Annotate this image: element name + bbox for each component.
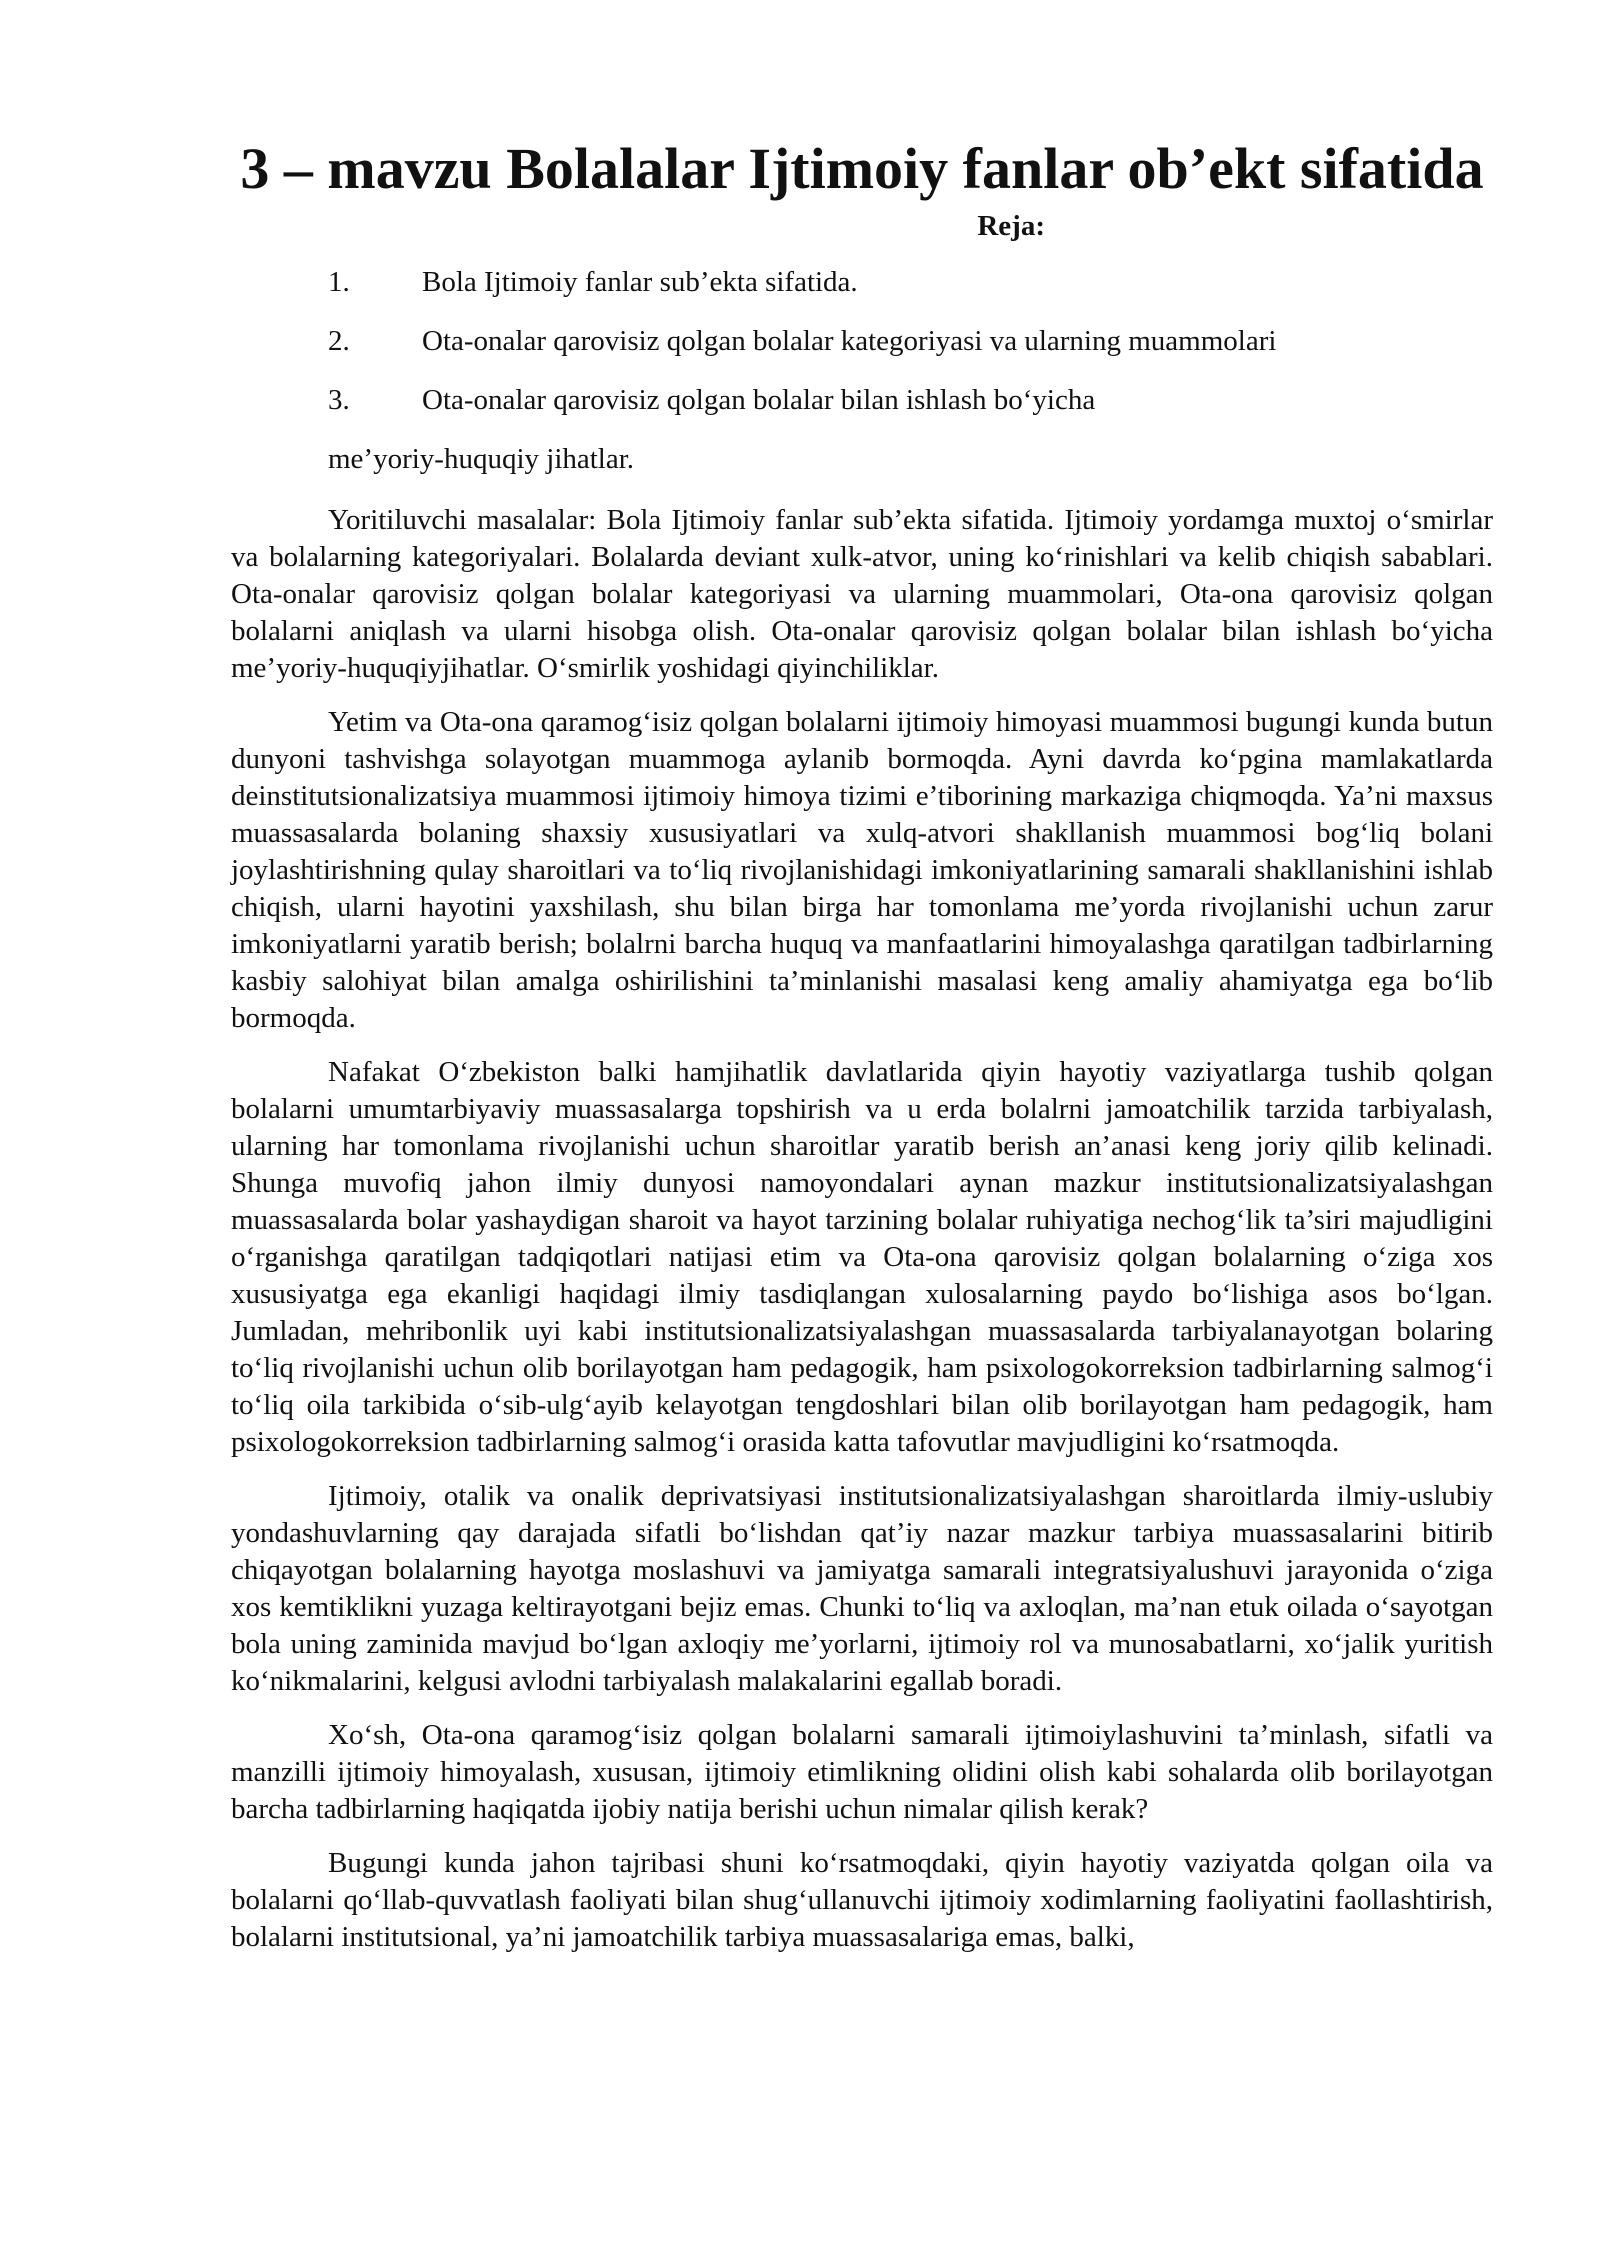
plan-item bbox=[231, 323, 1493, 360]
plan-item-continuation: me’yoriy-huquqiy jihatlar. bbox=[328, 443, 635, 475]
paragraph: Xo‘sh, Ota-ona qaramog‘isiz qolgan bolalarni samarali ijtimoiylashuvini ta’minlash, sifatli va manzilli ijtimoiy himoyalash, xususan, ijtimoiy etimlikning olidini olish kabi sohalarda olib borilayotgan barcha tadbirlarning haqiqatda ijobiy natija berishi uchun nimalar qilish kerak? bbox=[231, 1719, 1493, 1825]
plan-heading: Reja: bbox=[977, 210, 1045, 242]
plan-list bbox=[231, 264, 1493, 419]
plan-item bbox=[231, 264, 1493, 301]
paragraph: Ijtimoiy, otalik va onalik deprivatsiyasi institutsionalizatsiyalashgan sharoitlarda ilmiy-uslubiy yondashuvlarning qay darajada sifatli bo‘lishdan qat’iy nazar mazkur tarbiya muassasalarini bitirib chiqayotgan bolalarning hayotga moslashuvi va jamiyatga samarali integratsiyalushuvi jarayonida o‘ziga xos kemtiklikni yuzaga keltirayotgani bejiz emas. Chunki to‘liq va axloqlan, ma’nan etuk oilada o‘sayotgan bola uning zaminida mavjud bo‘lgan axloqiy me’yorlarni, ijtimoiy rol va munosabatlarni, xo‘jalik yuritish ko‘nikmalarini, kelgusi avlodni tarbiyalash malakalarini egallab boradi. bbox=[231, 1480, 1493, 1697]
plan-item-number: 2. bbox=[328, 325, 350, 357]
paragraph: Nafakat O‘zbekiston balki hamjihatlik davlatlarida qiyin hayotiy vaziyatlarga tushib qolgan bolalarni umumtarbiyaviy muassasalarga topshirish va u erda bolalrni jamoatchilik tarzida tarbiyalash, ularning har tomonlama rivojlanishi uchun sharoitlar yaratib berish an’anasi keng joriy qilib kelinadi. Shunga muvofiq jahon ilmiy dunyosi namoyondalari aynan mazkur institutsionalizatsiyalashgan muassasalarda bolar yashaydigan sharoit va hayot tarzining bolalar ruhiyatiga nechog‘lik ta’siri majudligini o‘rganishga qaratilgan tadqiqotlari natijasi etim va Ota-ona qarovisiz qolgan bolalarning o‘ziga xos xususiyatga ega ekanligi haqidagi ilmiy tasdiqlangan xulosalarning paydo bo‘lishiga asos bo‘lgan. Jumladan, mehribonlik uyi kabi institutsionalizatsiyalashgan muassasalarda tarbiyalanayotgan bolaring to‘liq rivojlanishi uchun olib borilayotgan ham pedagogik, ham psixologokorreksion tadbirlarning salmog‘i to‘liq oila tarkibida o‘sib-ulg‘ayib kelayotgan tengdoshlari bilan olib borilayotgan ham pedagogik, ham psixologokorreksion tadbirlarning salmog‘i orasida katta tafovutlar mavjudligini ko‘rsatmoqda. bbox=[231, 1056, 1493, 1458]
plan-item-text: Ota-onalar qarovisiz qolgan bolalar bilan ishlash bo‘yicha bbox=[422, 384, 1096, 416]
plan-item bbox=[231, 382, 1493, 419]
paragraph: Bugungi kunda jahon tajribasi shuni ko‘rsatmoqdaki, qiyin hayotiy vaziyatda qolgan oila va bolalarni qo‘llab-quvvatlash faoliyati bilan shug‘ullanuvchi ijtimoiy xodimlarning faoliyatini faollashtirish, bolalarni institutsional, ya’ni jamoatchilik tarbiya muassasalariga emas, balki, bbox=[231, 1847, 1493, 1953]
paragraph: Yetim va Ota-ona qaramog‘isiz qolgan bolalarni ijtimoiy himoyasi muammosi bugungi kunda butun dunyoni tashvishga solayotgan muammoga aylanib bormoqda. Ayni davrda ko‘pgina mamlakatlarda deinstitutsionalizatsiya muammosi ijtimoiy himoya tizimi e’tiborining markaziga chiqmoqda. Ya’ni maxsus muassasalarda bolaning shaxsiy xususiyatlari va xulq-atvori shakllanish muammosi bog‘liq bolani joylashtirishning qulay sharoitlari va to‘liq rivojlanishidagi imkoniyatlarining samarali shakllanishini ishlab chiqish, ularni hayotini yaxshilash, shu bilan birga har tomonlama me’yorda rivojlanishi uchun zarur imkoniyatlarni yaratib berish; bolalrni barcha huquq va manfaatlarini himoyalashga qaratilgan tadbirlarning kasbiy salohiyat bilan amalga oshirilishini ta’minlanishi masalasi keng amaliy ahamiyatga ega bo‘lib bormoqda. bbox=[231, 706, 1493, 1034]
plan-item-number: 1. bbox=[328, 266, 350, 298]
paragraph-topics: Yoritiluvchi masalalar: Bola Ijtimoiy fanlar sub’ekta sifatida. Ijtimoiy yordamga muxtoj o‘smirlar va bolalarning kategoriyalari. Bolalarda deviant xulk-atvor, uning ko‘rinishlari va kelib chiqish sabablari. Ota-onalar qarovisiz qolgan bolalar kategoriyasi va ularning muammolari, Ota-ona qarovisiz qolgan bolalarni aniqlash va ularni hisobga olish. Ota-onalar qarovisiz qolgan bolalar bilan ishlash bo‘yicha me’yoriy-huquqiyjihatlar. O‘smirlik yoshidagi qiyinchiliklar. bbox=[231, 504, 1493, 684]
plan-item-text: Bola Ijtimoiy fanlar sub’ekta sifatida. bbox=[422, 266, 858, 298]
document-title: 3 – mavzu Bolalalar Ijtimoiy fanlar ob’ekt sifatida bbox=[240, 136, 1484, 201]
document-page bbox=[231, 136, 1493, 1973]
plan-item-number: 3. bbox=[328, 384, 350, 416]
plan-item-text: Ota-onalar qarovisiz qolgan bolalar kategoriyasi va ularning muammolari bbox=[422, 325, 1277, 357]
